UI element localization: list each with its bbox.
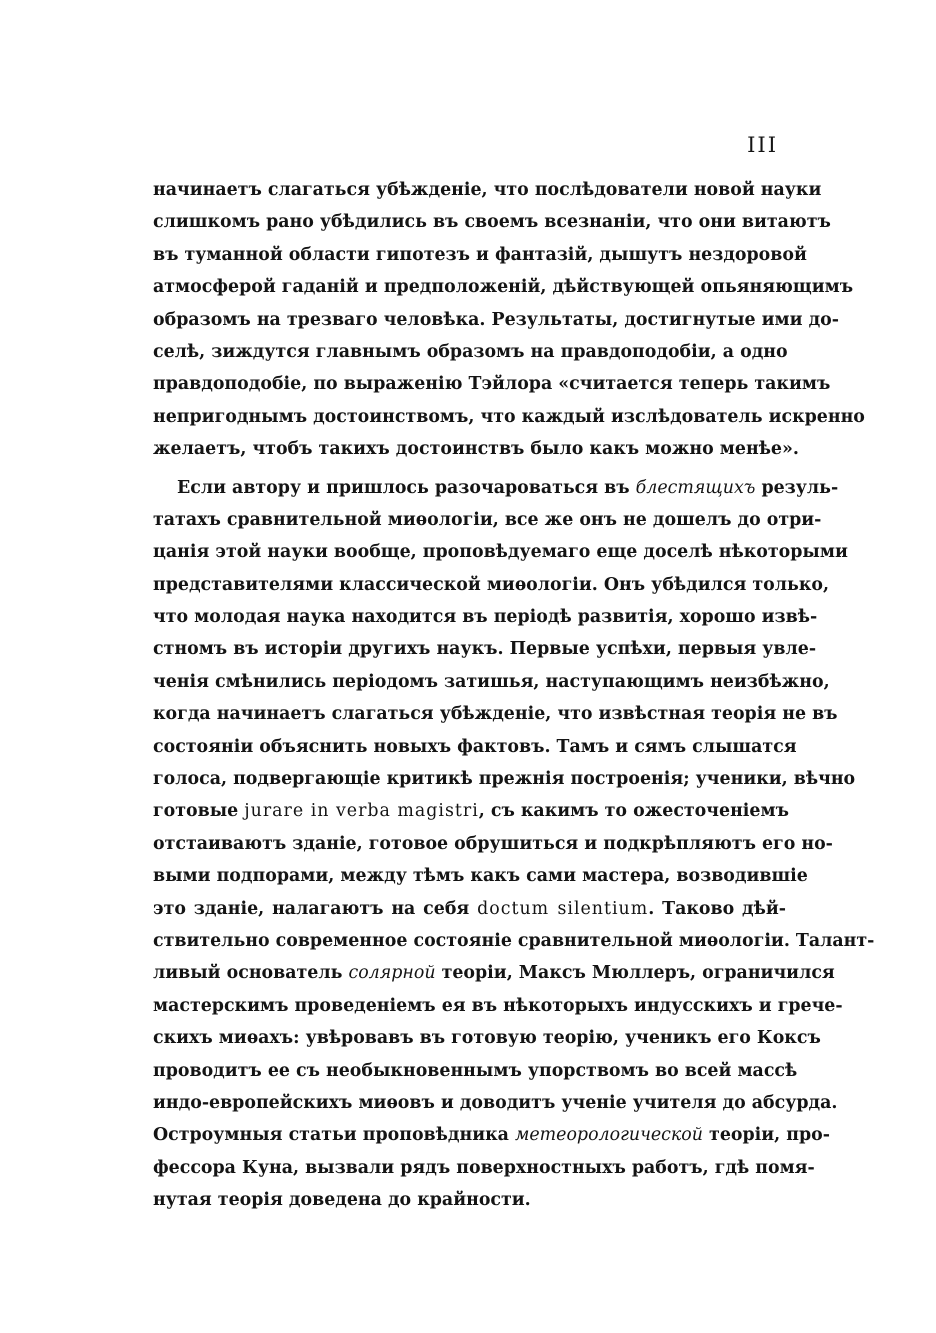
text-line: [153, 206, 831, 238]
text-line: [153, 433, 799, 465]
text-segment: Остроумныя статьи проповѣдника: [153, 1125, 515, 1146]
text-segment: отстаиваютъ зданіе, готовое обрушиться и подкрѣпляютъ его но-: [153, 833, 833, 854]
text-segment: стномъ въ исторіи другихъ наукъ. Первые успѣхи, первыя увле-: [153, 639, 817, 660]
italic-term: метеорологической: [514, 1125, 703, 1146]
text-segment: это зданіе, налагаютъ на себя: [153, 898, 478, 919]
text-line: [153, 666, 830, 698]
text-line: [153, 828, 833, 860]
text-line: [153, 990, 843, 1022]
italic-term: блестящихъ: [635, 477, 756, 498]
text-line: [153, 893, 786, 925]
text-segment: Если автору и пришлось разочароваться въ: [177, 477, 636, 498]
text-line: [153, 633, 817, 665]
text-line: [153, 401, 865, 433]
text-segment: представителями классической миѳологіи. Онъ убѣдился только,: [153, 574, 830, 595]
text-line: [153, 472, 839, 504]
text-line: [153, 271, 854, 303]
text-line: [153, 569, 830, 601]
text-segment: ствительно современное состояніе сравнительной миѳологіи. Талант-: [153, 930, 875, 951]
text-line: [153, 698, 838, 730]
italic-term: солярной: [348, 963, 436, 984]
text-line: [153, 1152, 815, 1184]
text-segment: состояніи объяснить новыхъ фактовъ. Тамъ и сямъ слышатся: [153, 736, 797, 757]
text-line: [153, 795, 789, 827]
text-segment: желаетъ, чтобъ такихъ достоинствъ было какъ можно менѣе».: [153, 439, 799, 460]
text-segment: непригоднымъ достоинствомъ, что каждый изслѣдователь искренно: [153, 406, 865, 427]
text-line: [153, 336, 786, 368]
text-segment: ливый основатель: [153, 963, 349, 984]
text-line: [153, 1055, 798, 1087]
text-line: [153, 504, 822, 536]
text-segment: когда начинаетъ слагаться убѣжденіе, что извѣстная теорія не въ: [153, 704, 838, 725]
text-line: [153, 601, 818, 633]
text-line: [153, 174, 822, 206]
text-segment: начинаетъ слагаться убѣжденіе, что послѣдователи новой науки: [153, 180, 822, 200]
text-line: [153, 368, 831, 400]
text-segment: селѣ, зиждутся главнымъ образомъ на правдоподобіи, а одно: [153, 341, 788, 362]
body-text: [153, 174, 875, 1217]
text-segment: резуль-: [755, 477, 839, 498]
text-segment: скихъ миѳахъ: увѣровавъ въ готовую теорію, ученикъ его Коксъ: [153, 1028, 821, 1049]
text-line: [153, 763, 856, 795]
text-line: [153, 239, 807, 271]
text-segment: выми подпорами, между тѣмъ какъ сами мастера, возводившіе: [153, 866, 808, 887]
text-line: [153, 957, 835, 989]
text-line: [153, 925, 875, 957]
text-segment: въ туманной области гипотезъ и фантазій, дышутъ нездоровой: [153, 244, 807, 265]
text-segment: татахъ сравнительной миѳологіи, все же онъ не дошелъ до отри-: [153, 509, 822, 530]
text-segment: теоріи, про-: [702, 1125, 830, 1146]
text-segment: что молодая наука находится въ періодѣ развитія, хорошо извѣ-: [153, 607, 818, 628]
text-segment: , съ какимъ то ожесточеніемъ: [478, 801, 789, 822]
text-segment: нутая теорія доведена до крайности.: [153, 1190, 531, 1211]
text-segment: готовые: [153, 801, 245, 822]
page-number: III: [747, 133, 778, 157]
text-line: [153, 1022, 821, 1054]
latin-phrase: jurare in verba magistri: [244, 801, 479, 822]
text-segment: цанія этой науки вообще, проповѣдуемаго еще доселѣ нѣкоторыми: [153, 542, 848, 563]
text-line: [153, 731, 797, 763]
text-line: [153, 1184, 786, 1216]
text-segment: правдоподобіе, по выраженію Тэйлора «считается теперь такимъ: [153, 374, 831, 395]
text-line: [153, 860, 808, 892]
text-line: [153, 304, 840, 336]
text-segment: . Таково дѣй-: [648, 898, 786, 919]
paragraph: [153, 174, 865, 466]
text-segment: ченія смѣнились періодомъ затишья, наступающимъ неизбѣжно,: [153, 671, 830, 692]
text-segment: теоріи, Максъ Мюллеръ, ограничился: [435, 963, 835, 984]
text-line: [153, 1087, 838, 1119]
text-line: [153, 1119, 830, 1151]
paragraph: [153, 472, 875, 1217]
text-segment: индо-европейскихъ миѳовъ и доводитъ ученіе учителя до абсурда.: [153, 1092, 838, 1113]
text-segment: фессора Куна, вызвали рядъ поверхностныхъ работъ, гдѣ помя-: [153, 1157, 815, 1178]
text-segment: мастерскимъ проведеніемъ ея въ нѣкоторыхъ индусскихъ и грече-: [153, 995, 843, 1016]
latin-phrase: doctum silentium: [477, 898, 649, 919]
text-segment: образомъ на трезваго человѣка. Результаты, достигнутые ими до-: [153, 309, 840, 330]
text-segment: слишкомъ рано убѣдились въ своемъ всезнаніи, что они витаютъ: [153, 212, 831, 233]
text-segment: голоса, подвергающіе критикѣ прежнія построенія; ученики, вѣчно: [153, 769, 856, 790]
text-line: [153, 536, 848, 568]
text-segment: атмосферой гаданій и предположеній, дѣйствующей опьяняющимъ: [153, 277, 854, 298]
text-segment: проводитъ ее съ необыкновеннымъ упорствомъ во всей массѣ: [153, 1060, 798, 1081]
